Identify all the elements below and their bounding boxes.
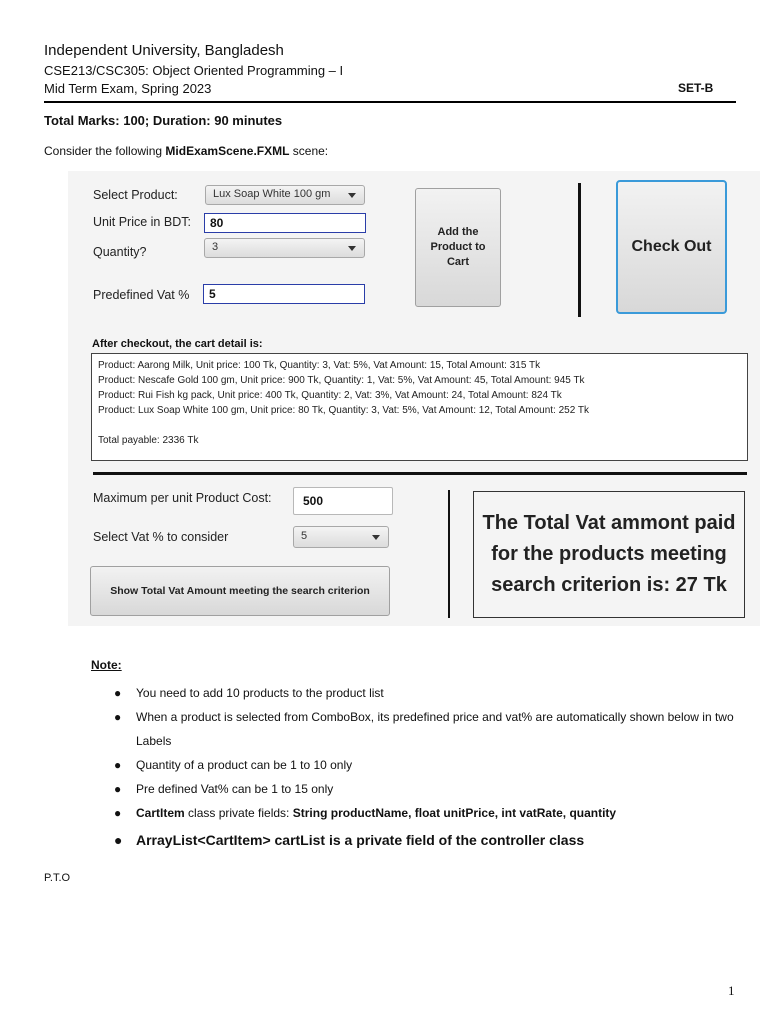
note-list — [110, 681, 740, 852]
vat-combobox[interactable] — [293, 526, 389, 548]
quantity-combobox-value: 3 — [212, 241, 219, 253]
bullet-icon: ● — [114, 758, 122, 772]
set-label: SET-B — [678, 81, 714, 95]
note-text: You need to add 10 products to the product list — [136, 686, 384, 700]
note-title: Note: — [91, 658, 122, 672]
max-cost-label: Maximum per unit Product Cost: — [93, 491, 272, 505]
university-title: Independent University, Bangladesh — [44, 42, 284, 59]
intro-prefix: Consider the following — [44, 144, 166, 158]
max-cost-field[interactable]: 500 — [293, 487, 393, 515]
select-product-label: Select Product: — [93, 188, 178, 202]
bullet-icon: ● — [114, 686, 122, 700]
cart-detail-heading: After checkout, the cart detail is: — [92, 338, 263, 350]
vertical-divider-2 — [448, 490, 450, 618]
header-divider — [44, 101, 736, 103]
quantity-combobox[interactable] — [204, 238, 365, 258]
cart-total: Total payable: 2336 Tk — [98, 435, 199, 446]
vertical-divider — [578, 183, 581, 317]
marks-duration: Total Marks: 100; Duration: 90 minutes — [44, 113, 283, 128]
vat-combobox-value: 5 — [301, 530, 308, 542]
select-vat-label: Select Vat % to consider — [93, 530, 229, 544]
show-total-vat-button[interactable]: Show Total Vat Amount meeting the search criterion — [90, 566, 390, 616]
bullet-icon: ● — [114, 710, 122, 724]
fxml-scene — [68, 171, 760, 626]
chevron-down-icon — [348, 246, 356, 251]
vat-field[interactable]: 5 — [203, 284, 365, 304]
product-combobox-value: Lux Soap White 100 gm — [213, 188, 331, 200]
vat-label: Predefined Vat % — [93, 288, 190, 302]
checkout-button[interactable]: Check Out — [616, 180, 727, 314]
cart-line: Product: Rui Fish kg pack, Unit price: 400 Tk, Quantity: 2, Vat: 3%, Vat Amount: 24, Total Amount: 824 Tk — [98, 390, 562, 401]
bullet-icon: ● — [114, 782, 122, 796]
intro-suffix: scene: — [289, 144, 329, 158]
cart-line: Product: Nescafe Gold 100 gm, Unit price: 900 Tk, Quantity: 1, Vat: 5%, Vat Amount: 45, Total Amount: 945 Tk — [98, 375, 585, 386]
note-item — [110, 681, 740, 705]
product-combobox[interactable] — [205, 185, 365, 205]
arraylist-note: ArrayList<CartItem> cartList is a private field of the controller class — [136, 832, 585, 848]
note-item — [110, 777, 740, 801]
unit-price-field[interactable]: 80 — [204, 213, 366, 233]
note-item — [110, 801, 740, 825]
exam-title: Mid Term Exam, Spring 2023 — [44, 81, 212, 96]
intro-text — [44, 144, 328, 158]
course-title: CSE213/CSC305: Object Oriented Programming – I — [44, 63, 344, 78]
note-text: Quantity of a product can be 1 to 10 only — [136, 758, 353, 772]
cart-line: Product: Lux Soap White 100 gm, Unit price: 80 Tk, Quantity: 3, Vat: 5%, Vat Amount: 12, Total Amount: 252 Tk — [98, 405, 590, 416]
pto-label: P.T.O — [44, 872, 71, 884]
cartitem-fields: String productName, float unitPrice, int vatRate, quantity — [292, 806, 617, 820]
note-text: Pre defined Vat% can be 1 to 15 only — [136, 782, 334, 796]
note-text: When a product is selected from ComboBox, its predefined price and vat% are automatically shown below in two Labels — [136, 710, 734, 748]
bullet-icon: ● — [114, 832, 123, 848]
cartitem-text: class private fields: — [184, 806, 293, 820]
fxml-filename: MidExamScene.FXML — [165, 144, 290, 158]
bullet-icon: ● — [114, 806, 122, 820]
cartitem-class: CartItem — [136, 806, 185, 820]
add-to-cart-button[interactable]: Add the Product to Cart — [415, 188, 501, 307]
note-item — [110, 705, 740, 753]
page-number: 1 — [728, 983, 735, 998]
cart-detail-textarea[interactable] — [91, 353, 748, 461]
chevron-down-icon — [348, 193, 356, 198]
note-item — [110, 828, 740, 852]
vat-result-label: The Total Vat ammont paid for the products meeting search criterion is: 27 Tk — [473, 491, 745, 618]
chevron-down-icon — [372, 535, 380, 540]
quantity-label: Quantity? — [93, 245, 147, 259]
cart-line: Product: Aarong Milk, Unit price: 100 Tk, Quantity: 3, Vat: 5%, Vat Amount: 15, Total Amount: 315 Tk — [98, 360, 541, 371]
horizontal-divider — [93, 472, 747, 475]
note-item — [110, 753, 740, 777]
unit-price-label: Unit Price in BDT: — [93, 215, 191, 229]
